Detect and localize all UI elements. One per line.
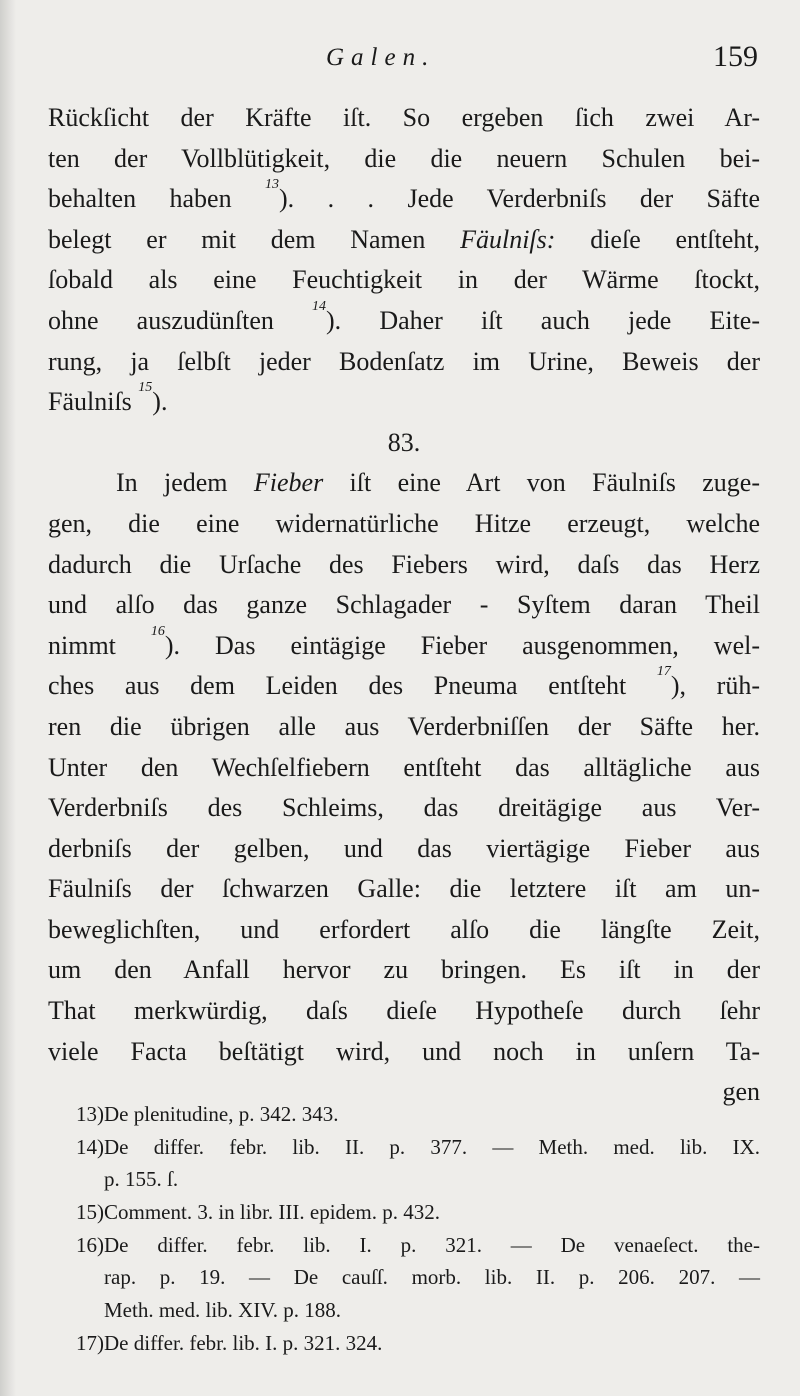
text-line (48, 991, 760, 1032)
footnote-line (76, 1131, 760, 1164)
text-run: iſt eine Art von Fäulniſs zuge- (323, 468, 761, 498)
text-line (48, 666, 760, 707)
emphasized-term: Fieber (253, 468, 324, 498)
text-run: ). Das eintägige Fieber ausgenommen, wel- (164, 630, 760, 660)
footnote-text: De plenitudine, p. 342. 343. (104, 1102, 339, 1126)
text-run: ren die übrigen alle aus Verderbniſſen der Säfte her. (48, 711, 760, 741)
text-line (48, 260, 760, 301)
text-line (48, 869, 760, 910)
text-run: derbniſs der gelben, und das viertägige Fieber aus (48, 833, 760, 863)
footnote-line (76, 1163, 760, 1196)
catchword: gen (722, 1077, 760, 1107)
footnote-text: Comment. 3. in libr. III. epidem. p. 432. (104, 1200, 440, 1225)
footnote-line (76, 1098, 760, 1131)
text-line (48, 298, 760, 342)
text-run: dieſe entſteht, (555, 224, 760, 254)
footnote-line (76, 1261, 760, 1294)
text-run: und alſo das ganze Schlagader - Syſtem daran Theil (48, 590, 760, 620)
text-line (48, 748, 760, 789)
text-line (48, 463, 760, 504)
text-line (48, 382, 760, 423)
text-line (48, 585, 760, 626)
text-run: nimmt (48, 630, 151, 660)
footnote-text: De differ. febr. lib. I. p. 321. 324. (104, 1330, 383, 1355)
footnote-number: 17) (76, 1330, 104, 1355)
footnote-reference: 15 (138, 380, 153, 396)
text-line (48, 342, 760, 383)
section-number: 83. (387, 427, 421, 457)
text-line (48, 623, 760, 667)
text-run: Fäulniſs (48, 387, 139, 417)
text-run: ). . . Jede Verderbniſs der Säfte (279, 184, 760, 214)
text-line (48, 910, 760, 951)
footnotes (76, 1098, 760, 1360)
footnote-reference: 17 (656, 664, 671, 680)
footnote-reference: 16 (150, 623, 165, 639)
text-run: That merkwürdig, daſs dieſe Hypotheſe durch ſehr (48, 996, 760, 1026)
footnote-line (76, 1229, 760, 1262)
text-run: Fäulniſs der ſchwarzen Galle: die letztere iſt am un- (48, 874, 760, 904)
running-title: Galen. (326, 44, 436, 71)
page-number: 159 (713, 40, 758, 73)
footnote-line (76, 1327, 760, 1360)
footnote-number: 15) (76, 1200, 104, 1225)
text-run: ). (152, 387, 168, 417)
text-run: Unter den Wechſelfiebern entſteht das alltägliche aus (48, 752, 760, 782)
paragraph-83 (48, 463, 760, 1072)
footnote-text: rap. p. 19. — De cauſſ. morb. lib. II. p. 206. 207. — (104, 1265, 760, 1290)
text-run: ches aus dem Leiden des Pneuma entſteht (48, 671, 657, 701)
text-line (48, 707, 760, 748)
text-line (48, 504, 760, 545)
text-line (48, 139, 760, 180)
text-line (48, 220, 760, 261)
emphasized-term: Fäulniſs: (460, 224, 556, 254)
text-run: viele Facta beſtätigt wird, und noch in unſern Ta- (48, 1036, 760, 1066)
text-line (48, 179, 760, 220)
text-run: In jedem (116, 468, 254, 498)
text-run: dadurch die Urſache des Fiebers wird, daſs das Herz (48, 549, 760, 579)
text-run: um den Anfall hervor zu bringen. Es iſt in der (48, 955, 760, 985)
footnote-number: 13) (76, 1102, 104, 1126)
text-line (48, 829, 760, 870)
footnote-text: Meth. med. lib. XIV. p. 188. (104, 1298, 342, 1323)
text-run: ohne auszudünſten (48, 305, 313, 335)
text-run: beweglichſten, und erfordert alſo die längſte Zeit, (48, 914, 760, 944)
footnote-line (76, 1294, 760, 1327)
text-line (48, 1032, 760, 1073)
footnote-text: p. 155. ſ. (104, 1167, 179, 1192)
page-header (48, 40, 758, 80)
footnote-number: 14) (76, 1134, 104, 1159)
page-edge-shadow (0, 0, 16, 1396)
footnote-line (76, 1196, 760, 1229)
text-run: gen, die eine widernatürliche Hitze erzeugt, welche (48, 508, 760, 538)
main-text (48, 98, 760, 1113)
footnote-text: De differ. febr. lib. II. p. 377. — Meth. med. lib. IX. (104, 1134, 760, 1159)
text-line (48, 788, 760, 829)
text-line (48, 950, 760, 991)
text-run: belegt er mit dem Namen (48, 224, 461, 254)
text-line (48, 545, 760, 586)
text-run: Rückſicht der Kräfte iſt. So ergeben ſich zwei Ar- (48, 103, 760, 132)
footnote-reference: 13 (265, 177, 280, 193)
text-run: rung, ja ſelbſt jeder Bodenſatz im Urine, Beweis der (48, 346, 760, 376)
text-run: ſobald als eine Feuchtigkeit in der Wärme ſtockt, (48, 265, 760, 295)
footnote-text: De differ. febr. lib. I. p. 321. — De venaeſect. the- (104, 1232, 760, 1257)
paragraph-82-end (48, 98, 760, 423)
text-line (48, 98, 760, 139)
footnote-number: 16) (76, 1232, 104, 1257)
text-run: ), rüh- (670, 671, 760, 701)
text-run: behalten haben (48, 184, 266, 214)
footnote-reference: 14 (312, 298, 327, 314)
text-run: ten der Vollblütigkeit, die die neuern Schulen bei- (48, 143, 760, 173)
text-run: ). Daher iſt auch jede Eite- (326, 305, 760, 335)
text-run: Verderbniſs des Schleims, das dreitägige aus Ver- (48, 793, 760, 823)
